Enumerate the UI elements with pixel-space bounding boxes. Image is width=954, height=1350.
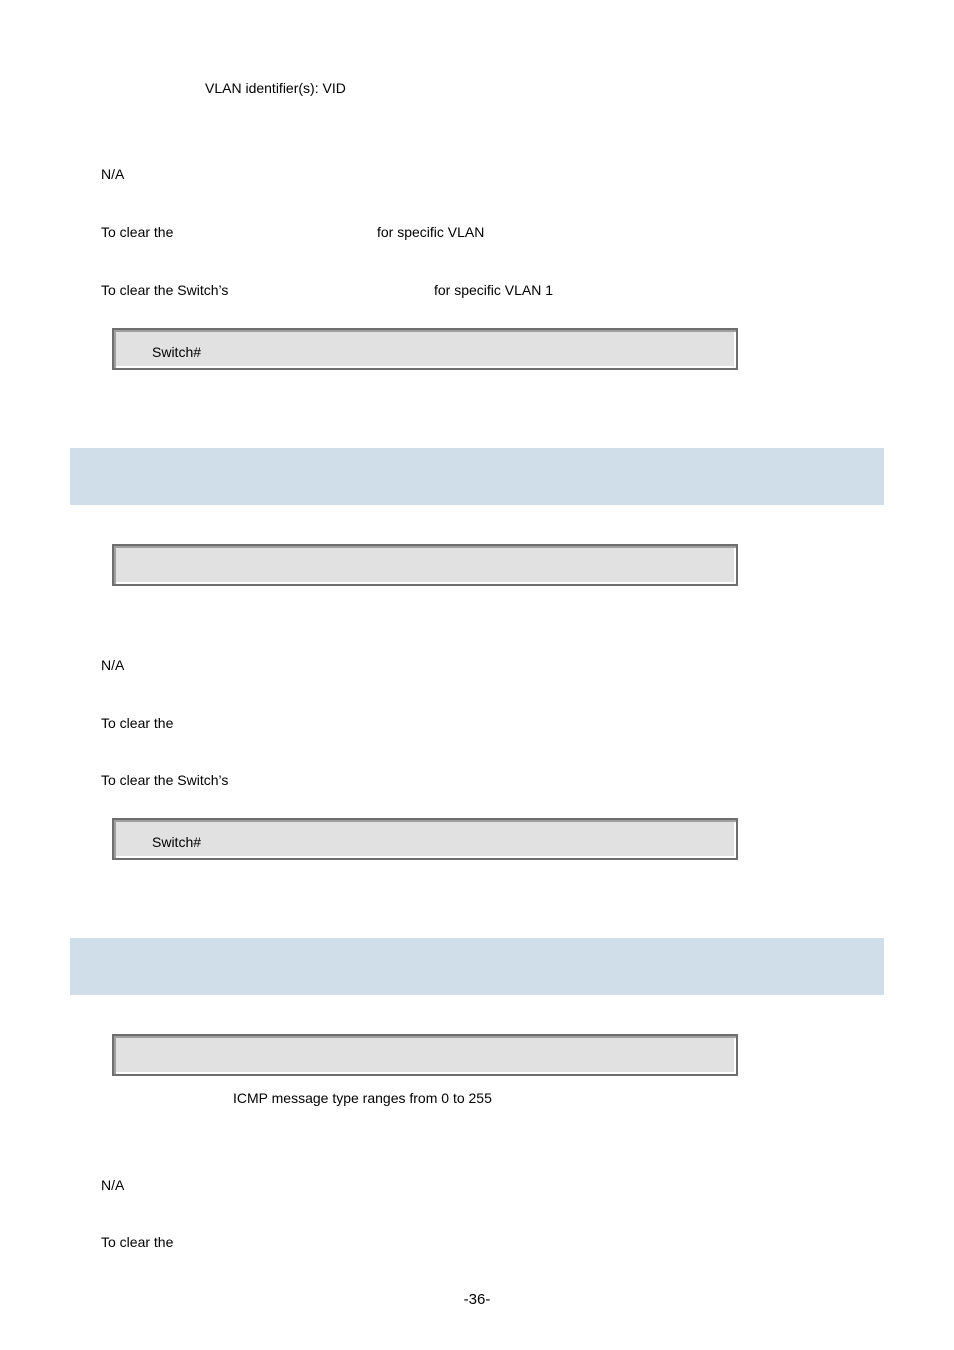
default-value: N/A: [101, 657, 125, 673]
example-text: To clear the Switch’s: [101, 772, 229, 788]
example-command-box: [112, 328, 738, 370]
default-value: N/A: [101, 1177, 125, 1193]
syntax-command-box: [112, 544, 738, 586]
usage-text: To clear the: [101, 1234, 174, 1250]
command-heading-band: [70, 938, 884, 995]
syntax-command-box: [112, 1034, 738, 1076]
command-prompt: Switch#: [152, 834, 202, 850]
parameter-description: VLAN identifier(s): VID: [205, 80, 346, 96]
page-number: -36-: [463, 1291, 491, 1308]
example-command-box: [112, 818, 738, 860]
usage-text-suffix: for specific VLAN: [377, 224, 485, 240]
default-value: N/A: [101, 166, 125, 182]
parameter-description: ICMP message type ranges from 0 to 255: [233, 1090, 492, 1106]
usage-text: To clear the: [101, 715, 174, 731]
command-prompt: Switch#: [152, 344, 202, 360]
example-text-suffix: for specific VLAN 1: [434, 282, 554, 298]
example-text: To clear the Switch’s: [101, 282, 229, 298]
command-heading-band: [70, 448, 884, 505]
usage-text: To clear the: [101, 224, 174, 240]
